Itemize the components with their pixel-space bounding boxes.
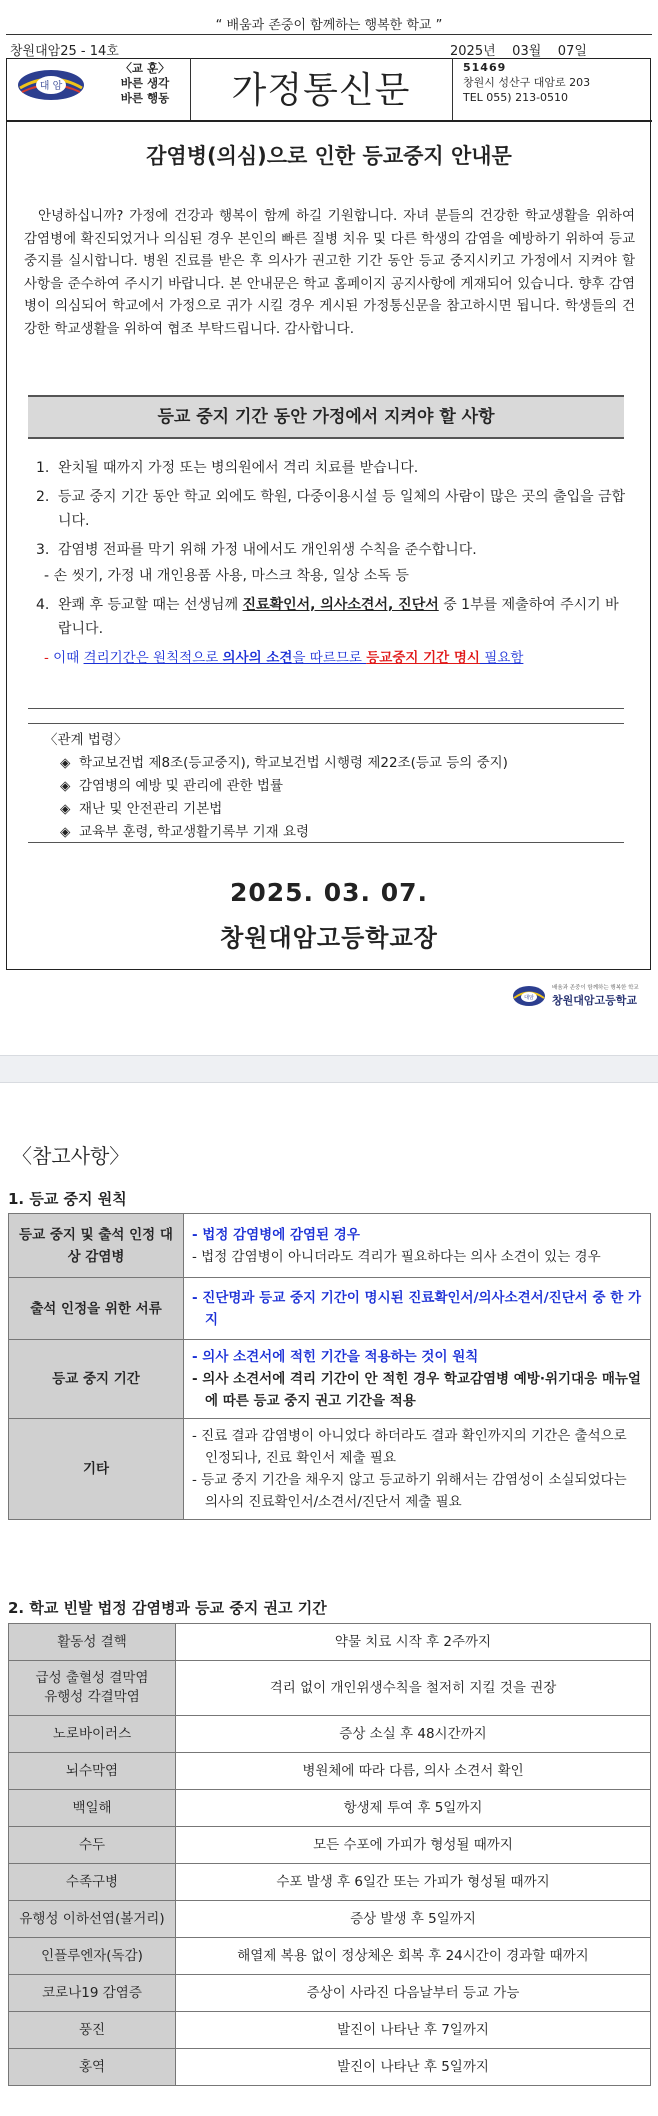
law-item: ◈ 재난 및 안전관리 기본법 [60, 801, 223, 817]
disease-name: 수두 [9, 1827, 176, 1864]
note-part: 격리기간은 원칙적으로 [83, 649, 223, 666]
intro-paragraph: 안녕하십니까? 가정에 건강과 행복이 함께 하길 기원합니다. 자녀 분들의 건강한 학교생활을 위하여 감염병에 확진되었거나 의심된 경우 본인의 빠른 질병 치유 및 다른 학생의 감염을 예방하기 위하여 등교중지를 실시합니다. 병원 진료를 받은 후 의사가 권고한 기간 동안 등교 중지시키고 가정에서 지켜야 할 사항을 준수하여 주시기 바랍니다. 본 안내문은 학교 홈페이지 공지사항에 게재되어 있습니다. 향후 감염병이 의심되어 학교에서 가정으로 귀가 시킬 경우 게시된 가정통신문을 참고하시면 됩니다. 학생들의 건강한 학교생활을 위하여 협조 부탁드립니다. 감사합니다. [24, 208, 635, 337]
footer-tagline: 배움과 존중이 함께하는 행복한 학교 [552, 985, 639, 991]
divider [28, 723, 624, 724]
exclusion-period: 증상 발생 후 5일까지 [176, 1901, 651, 1938]
disease-name: 홍역 [9, 2049, 176, 2086]
reference-title: 〈참고사항〉 [12, 1144, 130, 1168]
notice-headline: 감염병(의심)으로 인한 등교중지 안내문 [146, 144, 512, 168]
disease-name: 뇌수막염 [9, 1753, 176, 1790]
list-item [36, 456, 626, 481]
rule-item: - 등교 중지 기간을 채우지 않고 등교하기 위해서는 감염성이 소실되었다는 의사의 진료확인서/소견서/진단서 제출 필요 [192, 1472, 627, 1510]
item-text [58, 593, 626, 642]
footer-school-name: 창원대암고등학교 [552, 994, 638, 1007]
law-item: ◈ 감염병의 예방 및 관리에 관한 법률 [60, 778, 283, 794]
row-header: 기타 [9, 1419, 184, 1520]
note-dash: - [44, 649, 54, 666]
table-row [9, 1278, 651, 1340]
page-title: 가정통신문 [231, 70, 411, 111]
note-part: 등교중지 기간 명시 [366, 649, 480, 666]
postal-code: 51469 [463, 61, 507, 74]
table-row [9, 2012, 651, 2049]
table-row [9, 1901, 651, 1938]
item-number: 1. [36, 460, 50, 476]
list-item [36, 485, 626, 534]
part2-title: 2. 학교 빈발 법정 감염병과 등교 중지 권고 기간 [8, 1599, 327, 1617]
exclusion-period: 발진이 나타난 후 7일까지 [176, 2012, 651, 2049]
item-text-part: 중 1부를 제출하여 주시기 바랍니다. [58, 596, 619, 637]
note [36, 646, 626, 671]
rule-item: - 의사 소견서에 적힌 기간을 적용하는 것이 원칙 [192, 1349, 479, 1365]
rule-item: - 법정 감염병에 감염된 경우 [192, 1226, 360, 1243]
disease-name: 백일해 [9, 1790, 176, 1827]
sub-item: - 손 씻기, 가정 내 개인용품 사용, 마스크 착용, 일상 소독 등 [44, 568, 409, 584]
item-text: 감염병 전파를 막기 위해 가정 내에서도 개인위생 수칙을 준수합니다. [58, 541, 477, 558]
exclusion-period: 수포 발생 후 6일간 또는 가피가 형성될 때까지 [176, 1864, 651, 1901]
attendance-rules-table [8, 1213, 651, 1520]
disease-name: 인플루엔자(독감) [9, 1938, 176, 1975]
logo-text: 대 암 [39, 81, 63, 92]
note-part: 의사의 소견 [222, 649, 293, 666]
exclusion-period: 약물 치료 시작 후 2주까지 [176, 1624, 651, 1661]
signature-date: 2025. 03. 07. [229, 878, 429, 907]
school-motto [110, 61, 180, 106]
exclusion-period: 발진이 나타난 후 5일까지 [176, 2049, 651, 2086]
motto-label: 〈교 훈〉 [120, 61, 170, 75]
item-number: 3. [36, 541, 50, 558]
exclusion-period: 해열제 복용 없이 정상체온 회복 후 24시간이 경과할 때까지 [176, 1938, 651, 1975]
table-row [9, 1419, 651, 1520]
row-content [184, 1278, 651, 1340]
divider [6, 34, 652, 35]
table-row [9, 1938, 651, 1975]
table-row [9, 1716, 651, 1753]
required-documents: 진료확인서, 의사소견서, 진단서 [242, 596, 439, 613]
item-text-part: 완쾌 후 등교할 때는 선생님께 [58, 596, 243, 613]
disease-name: 수족구병 [9, 1864, 176, 1901]
rule-item: - 법정 감염병이 아니더라도 격리가 필요하다는 의사 소견이 있는 경우 [192, 1248, 601, 1265]
school-logo-icon [16, 68, 86, 102]
exclusion-period: 증상이 사라진 다음날부터 등교 가능 [176, 1975, 651, 2012]
divider [28, 842, 624, 843]
disease-name: 유행성 이하선염(볼거리) [9, 1901, 176, 1938]
svg-text:대암: 대암 [524, 995, 534, 1001]
laws-list [60, 752, 508, 844]
table-row [9, 1214, 651, 1278]
law-item: ◈ 학교보건법 제8조(등교중지), 학교보건법 시행령 제22조(등교 등의 중지) [60, 755, 508, 771]
exclusion-period: 증상 소실 후 48시간까지 [176, 1716, 651, 1753]
note-part: 이때 [53, 649, 84, 666]
signature-name: 창원대암고등학교장 [220, 924, 438, 952]
divider [28, 708, 624, 709]
table-row [9, 1753, 651, 1790]
exclusion-period: 항생제 투여 후 5일까지 [176, 1790, 651, 1827]
exclusion-period: 모든 수포에 가피가 형성될 때까지 [176, 1827, 651, 1864]
table-row [9, 1790, 651, 1827]
table-row [9, 1864, 651, 1901]
list-item [36, 593, 626, 642]
row-header: 출석 인정을 위한 서류 [9, 1278, 184, 1340]
law-item: ◈ 교육부 훈령, 학교생활기록부 기재 요령 [60, 824, 310, 840]
part1-title: 1. 등교 중지 원칙 [8, 1190, 127, 1208]
exclusion-period: 병원체에 따라 다름, 의사 소견서 확인 [176, 1753, 651, 1790]
table-row [9, 1827, 651, 1864]
disease-period-table [8, 1623, 651, 2086]
issue-number: 창원대암25 - 14호 [10, 44, 119, 59]
disease-name: 풍진 [9, 2012, 176, 2049]
exclusion-period: 격리 없이 개인위생수칙을 철저히 지킬 것을 권장 [176, 1661, 651, 1716]
footer-emblem-icon [512, 985, 546, 1007]
school-phone: TEL 055) 213-0510 [463, 91, 569, 104]
rule-item: - 진료 결과 감염병이 아니었다 하더라도 결과 확인까지의 기간은 출석으로 인정되나, 진료 확인서 제출 필요 [192, 1428, 627, 1466]
item-number: 2. [36, 488, 50, 505]
item-text: 등교 중지 기간 동안 학교 외에도 학원, 다중이용시설 등 일체의 사람이 많은 곳의 출입을 금합니다. [58, 488, 626, 529]
disease-name: 코로나19 감염증 [9, 1975, 176, 2012]
school-contact [463, 60, 590, 105]
disease-name: 활동성 결핵 [9, 1624, 176, 1661]
footer-logo [512, 983, 650, 1009]
item-number: 4. [36, 596, 50, 613]
motto-line: 바른 행동 [120, 91, 170, 105]
page-separator [0, 1055, 658, 1083]
table-row [9, 1661, 651, 1716]
table-row [9, 2049, 651, 2086]
row-content [184, 1419, 651, 1520]
note-part: 필요함 [479, 649, 524, 666]
issue-date: 2025년 03월 07일 [450, 44, 587, 59]
table-row [9, 1975, 651, 2012]
motto: “ 배움과 존중이 함께하는 행복한 학교 ” [215, 18, 443, 33]
row-content [184, 1340, 651, 1419]
list-item [36, 538, 626, 563]
disease-name: 급성 출혈성 결막염 유행성 각결막염 [9, 1661, 176, 1716]
motto-line: 바른 생각 [120, 76, 170, 90]
row-header: 등교 중지 및 출석 인정 대상 감염병 [9, 1214, 184, 1278]
table-row [9, 1624, 651, 1661]
section-heading: 등교 중지 기간 동안 가정에서 지켜야 할 사항 [28, 395, 624, 439]
item-text: 완치될 때까지 가정 또는 병의원에서 격리 치료를 받습니다. [58, 460, 419, 476]
divider [452, 58, 453, 120]
school-address: 창원시 성산구 대암로 203 [463, 76, 591, 89]
row-content [184, 1214, 651, 1278]
rule-item: - 진단명과 등교 중지 기간이 명시된 진료확인서/의사소견서/진단서 중 한 가지 [192, 1289, 641, 1328]
table-row [9, 1340, 651, 1419]
rule-item: - 의사 소견서에 격리 기간이 안 적힌 경우 학교감염병 예방·위기대응 매뉴얼에 따른 등교 중지 권고 기간을 적용 [192, 1371, 641, 1409]
disease-name: 노로바이러스 [9, 1716, 176, 1753]
row-header: 등교 중지 기간 [9, 1340, 184, 1419]
guideline-list [36, 456, 626, 670]
laws-label: 〈관계 법령〉 [44, 732, 128, 748]
note-part: 을 따르므로 [292, 649, 367, 666]
